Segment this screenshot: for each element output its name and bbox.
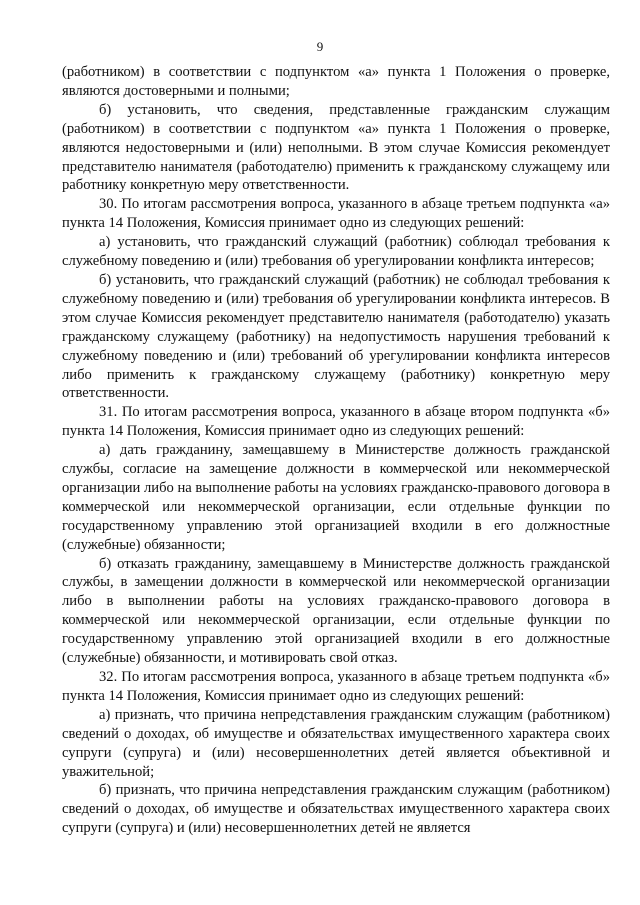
paragraph: 32. По итогам рассмотрения вопроса, указанного в абзаце третьем подпункта «б» пункта 14 Положения, Комиссия принимает одно из следующих решений: [62, 669, 610, 704]
paragraph: б) установить, что гражданский служащий (работник) не соблюдал требования к служебному поведению и (или) требования об урегулировании конфликта интересов. В этом случае Комиссия рекомендует представителю нанимателя (работодателю) указать гражданскому служащему (работнику) на недопустимость нарушения требований к служебному поведению и (или) требований об урегулировании конфликта интересов либо применить к гражданскому служащему (работнику) конкретную меру ответственности. [62, 271, 610, 402]
paragraph: б) установить, что сведения, представленные гражданским служащим (работником) в соответствии с подпунктом «а» пункта 1 Положения о проверке, являются недостоверными и (или) неполными. В этом случае Комиссия рекомендует представителю нанимателя (работодателю) применить к гражданскому служащему или работнику конкретную меру ответственности. [62, 101, 610, 194]
page-number: 9 [316, 39, 324, 54]
paragraph: а) установить, что гражданский служащий (работник) соблюдал требования к служебному поведению и (или) требования об урегулировании конфликта интересов; [62, 234, 610, 270]
paragraph: б) отказать гражданину, замещавшему в Министерстве должность гражданской службы, в замещении должности в коммерческой или некоммерческой организации либо в выполнении работы на условиях гражданско-правового договора в коммерческой или некоммерческой организации, если отдельные функции по государственному управлению этой организацией входили в его должностные (служебные) обязанности, и мотивировать свой отказ. [62, 555, 610, 667]
document-body [62, 63, 610, 838]
paragraph: (работником) в соответствии с подпунктом «а» пункта 1 Положения о проверке, являются достоверными и полными; [62, 64, 610, 99]
paragraph: 30. По итогам рассмотрения вопроса, указанного в абзаце третьем подпункта «а» пункта 14 Положения, Комиссия принимает одно из следующих решений: [62, 196, 610, 232]
paragraph: а) признать, что причина непредставления гражданским служащим (работником) сведений о доходах, об имуществе и обязательствах имущественного характера своих супруги (супруга) и (или) несовершеннолетних детей является объективной и уважительной; [62, 706, 610, 780]
paragraph: 31. По итогам рассмотрения вопроса, указанного в абзаце втором подпункта «б» пункта 14 Положения, Комиссия принимает одно из следующих решений: [62, 404, 610, 440]
paragraph: а) дать гражданину, замещавшему в Министерстве должность гражданской службы, согласие на замещение должности в коммерческой или некоммерческой организации либо на выполнение работы на условиях гражданско-правового договора в коммерческой или некоммерческой организации, если отдельные функции по государственному управлению этой организацией входили в его должностные (служебные) обязанности; [62, 442, 611, 553]
paragraph: б) признать, что причина непредставления гражданским служащим (работником) сведений о доходах, об имуществе и обязательствах имущественного характера своих супруги (супруга) и (или) несовершеннолетних детей не является [62, 782, 610, 837]
